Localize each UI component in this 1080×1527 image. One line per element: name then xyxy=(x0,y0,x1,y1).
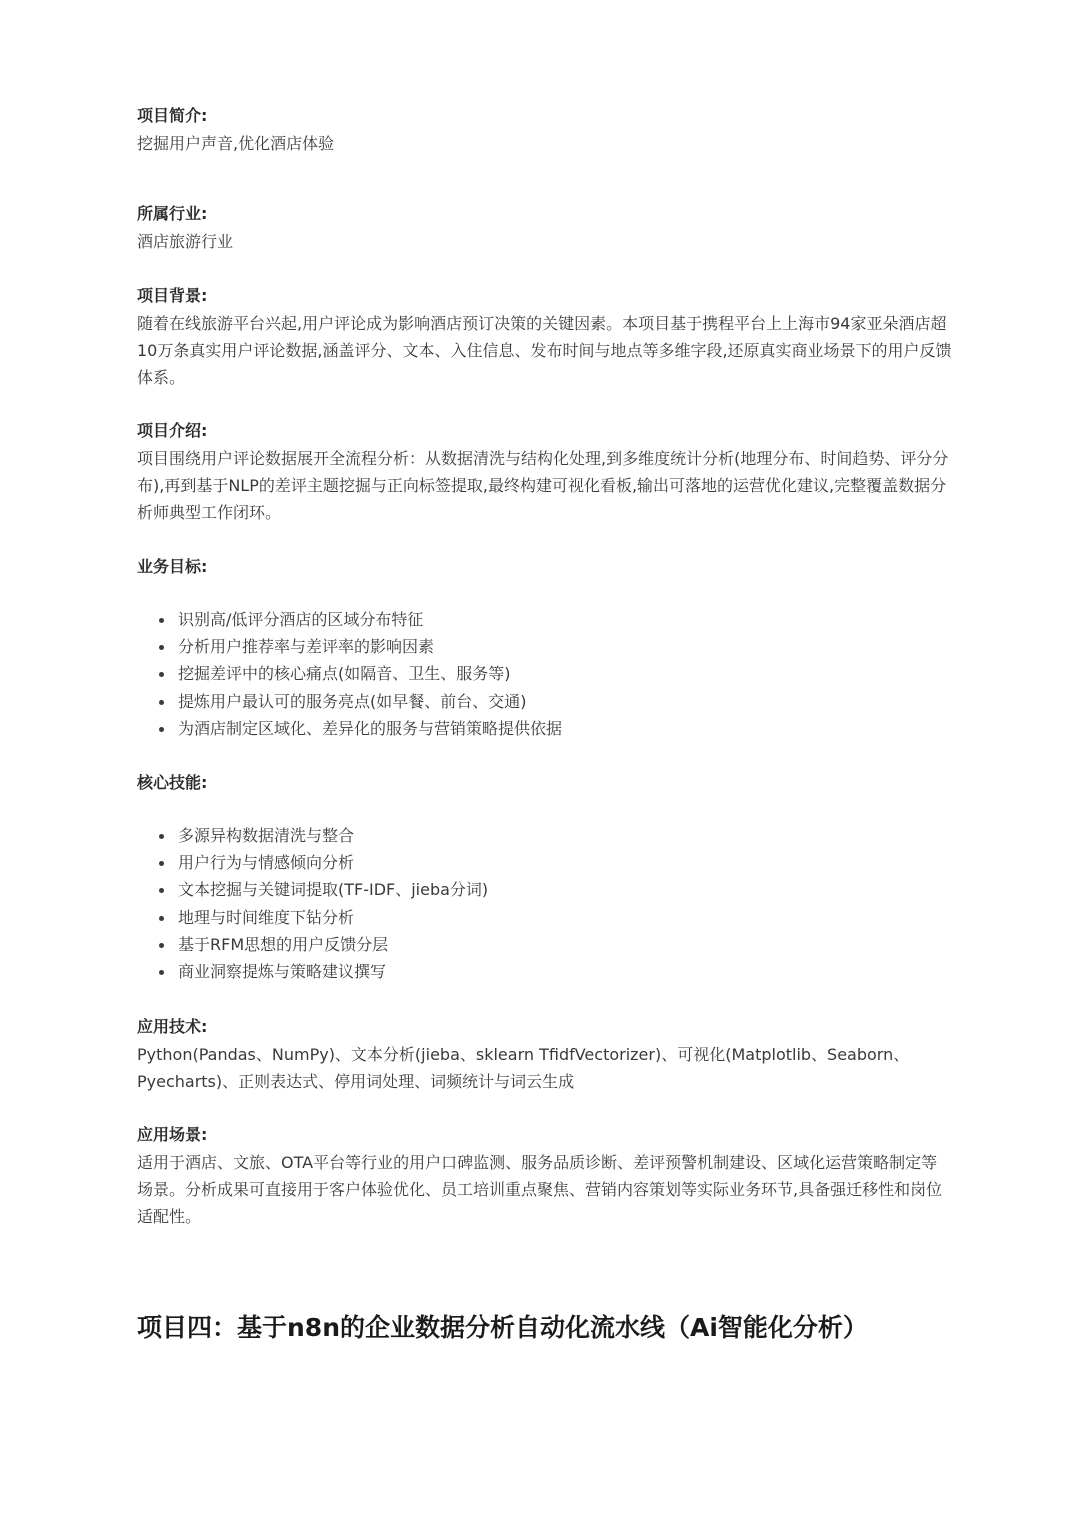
list-item: 文本挖掘与关键词提取(TF-IDF、jieba分词) xyxy=(137,876,488,903)
goals-label: 业务目标: xyxy=(137,557,208,576)
background-label: 项目背景: xyxy=(137,286,208,305)
bullet-icon xyxy=(159,888,164,893)
scenarios-text: 适用于酒店、文旅、OTA平台等行业的用户口碑监测、服务品质诊断、差评预警机制建设、区域化运营策略制定等场景。分析成果可直接用于客户体验优化、员工培训重点聚焦、营销内容策划等实际业务环节,具备强迁移性和岗位适配性。 xyxy=(137,1153,943,1226)
bullet-icon xyxy=(159,618,164,623)
industry-text: 酒店旅游行业 xyxy=(137,232,234,251)
skills-list xyxy=(137,822,488,985)
bullet-icon xyxy=(159,645,164,650)
list-item: 为酒店制定区域化、差异化的服务与营销策略提供依据 xyxy=(137,715,562,742)
list-item: 商业洞察提炼与策略建议撰写 xyxy=(137,958,488,985)
goals-list xyxy=(137,606,562,742)
bullet-icon xyxy=(159,970,164,975)
list-item: 多源异构数据清洗与整合 xyxy=(137,822,488,849)
scenarios-label: 应用场景: xyxy=(137,1125,208,1144)
bullet-icon xyxy=(159,672,164,677)
list-item: 地理与时间维度下钻分析 xyxy=(137,904,488,931)
introduction-label: 项目介绍: xyxy=(137,421,208,440)
tech-label: 应用技术: xyxy=(137,1017,208,1036)
bullet-icon xyxy=(159,727,164,732)
list-item: 用户行为与情感倾向分析 xyxy=(137,849,488,876)
industry-label: 所属行业: xyxy=(137,204,208,223)
bullet-icon xyxy=(159,916,164,921)
list-item: 分析用户推荐率与差评率的影响因素 xyxy=(137,633,562,660)
list-item: 提炼用户最认可的服务亮点(如早餐、前台、交通) xyxy=(137,688,562,715)
list-item: 基于RFM思想的用户反馈分层 xyxy=(137,931,488,958)
list-item: 识别高/低评分酒店的区域分布特征 xyxy=(137,606,562,633)
intro-label: 项目简介: xyxy=(137,106,208,125)
intro-text: 挖掘用户声音,优化酒店体验 xyxy=(137,134,335,153)
bullet-icon xyxy=(159,700,164,705)
bullet-icon xyxy=(159,834,164,839)
background-text: 随着在线旅游平台兴起,用户评论成为影响酒店预订决策的关键因素。本项目基于携程平台上上海市94家亚朵酒店超10万条真实用户评论数据,涵盖评分、文本、入住信息、发布时间与地点等多维字段,还原真实商业场景下的用户反馈体系。 xyxy=(137,314,952,387)
section-heading: 项目四：基于n8n的企业数据分析自动化流水线（Ai智能化分析） xyxy=(137,1313,868,1342)
skills-label: 核心技能: xyxy=(137,773,208,792)
tech-text: Python(Pandas、NumPy)、文本分析(jieba、sklearn TfidfVectorizer)、可视化(Matplotlib、Seaborn、Pyecharts)、正则表达式、停用词处理、词频统计与词云生成 xyxy=(137,1045,910,1091)
bullet-icon xyxy=(159,943,164,948)
bullet-icon xyxy=(159,861,164,866)
list-item: 挖掘差评中的核心痛点(如隔音、卫生、服务等) xyxy=(137,660,562,687)
introduction-text: 项目围绕用户评论数据展开全流程分析：从数据清洗与结构化处理,到多维度统计分析(地理分布、时间趋势、评分分布),再到基于NLP的差评主题挖掘与正向标签提取,最终构建可视化看板,输出可落地的运营优化建议,完整覆盖数据分析师典型工作闭环。 xyxy=(137,449,949,522)
